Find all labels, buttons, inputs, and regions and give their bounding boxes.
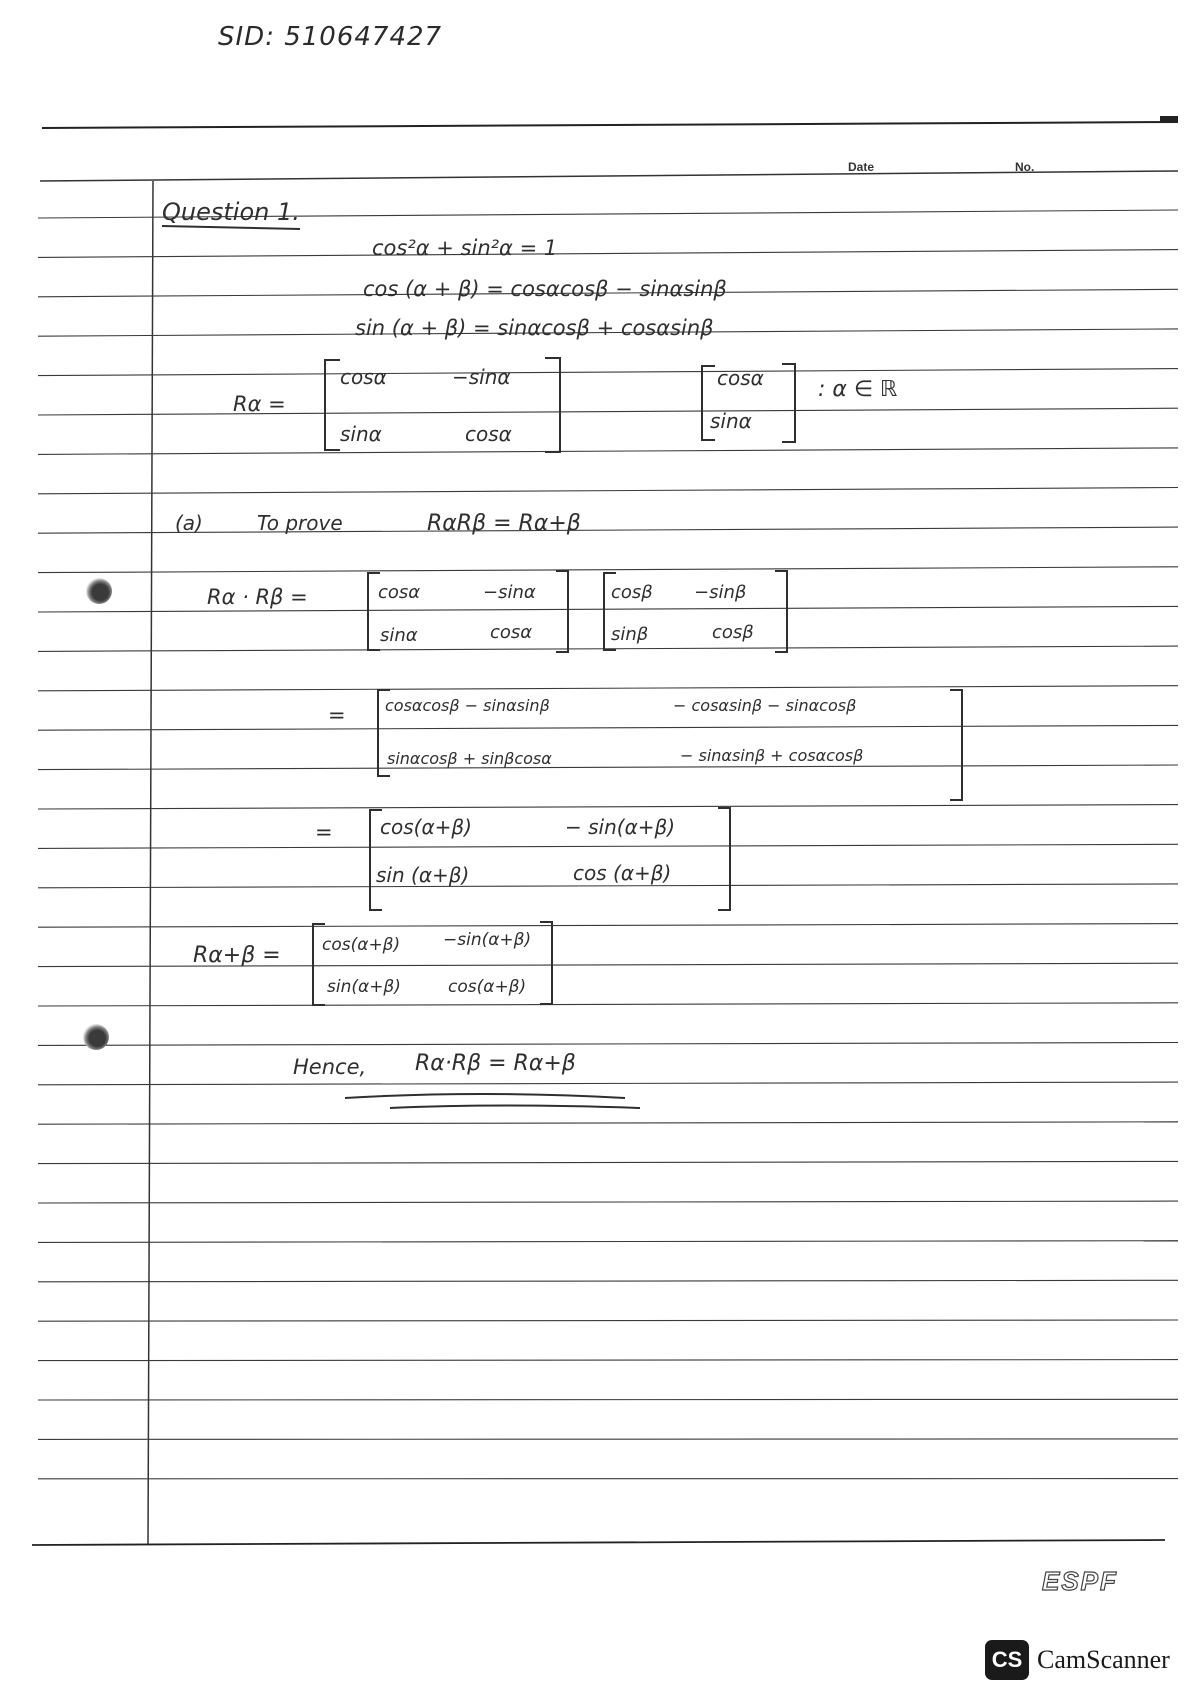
vector-bottom: sinα bbox=[710, 409, 752, 433]
a11: cosα bbox=[378, 582, 421, 603]
e21: sinαcosβ + sinβcosα bbox=[387, 749, 552, 768]
s12: − sin(α+β) bbox=[565, 815, 676, 839]
a22: cosα bbox=[490, 622, 533, 643]
underline-1 bbox=[345, 1094, 625, 1098]
underline-2 bbox=[390, 1106, 640, 1109]
camscanner-watermark bbox=[985, 1640, 1170, 1680]
vector-top: cosα bbox=[717, 366, 764, 390]
product-lhs: Rα · Rβ = bbox=[207, 585, 308, 609]
a21: sinα bbox=[380, 625, 418, 646]
student-id: SID: 510647427 bbox=[218, 22, 443, 52]
a12: −sinα bbox=[483, 582, 536, 603]
rotation-lhs: Rα = bbox=[233, 392, 286, 416]
b22: cosβ bbox=[712, 622, 754, 643]
s22: cos (α+β) bbox=[573, 861, 672, 885]
e11: cosαcosβ − sinαsinβ bbox=[385, 696, 550, 715]
prove-statement: RαRβ = Rα+β bbox=[427, 511, 581, 536]
e12: − cosαsinβ − sinαcosβ bbox=[673, 696, 857, 715]
r11: cos(α+β) bbox=[322, 935, 401, 955]
e22: − sinαsinβ + cosαcosβ bbox=[680, 746, 864, 765]
s11: cos(α+β) bbox=[380, 815, 472, 839]
date-label: Date bbox=[848, 160, 875, 174]
identity-pythagorean: cos²α + sin²α = 1 bbox=[372, 236, 558, 260]
prove-text: To prove bbox=[257, 511, 343, 535]
no-label: No. bbox=[1015, 160, 1035, 174]
rsum-lhs: Rα+β = bbox=[193, 943, 281, 968]
paper-brand-logo: ESPF bbox=[1042, 1566, 1118, 1596]
conclusion-result: Rα·Rβ = Rα+β bbox=[415, 1051, 576, 1076]
domain-note: : α ∈ ℝ bbox=[818, 377, 898, 402]
b21: sinβ bbox=[611, 624, 649, 645]
simplified-equals: = bbox=[315, 820, 333, 844]
hence-text: Hence, bbox=[293, 1055, 367, 1079]
s21: sin (α+β) bbox=[376, 863, 470, 887]
rotation-m22: cosα bbox=[465, 422, 512, 446]
camscanner-name: CamScanner bbox=[1037, 1645, 1170, 1674]
rotation-m21: sinα bbox=[340, 422, 382, 446]
part-a-label: (a) bbox=[175, 511, 203, 535]
identity-cos-sum: cos (α + β) = cosαcosβ − sinαsinβ bbox=[363, 277, 727, 301]
camscanner-icon: CS bbox=[985, 1640, 1029, 1680]
b12: −sinβ bbox=[694, 582, 747, 603]
b11: cosβ bbox=[611, 582, 653, 603]
rotation-m11: cosα bbox=[340, 365, 387, 389]
r12: −sin(α+β) bbox=[443, 930, 532, 950]
identity-sin-sum: sin (α + β) = sinαcosβ + cosαsinβ bbox=[355, 316, 714, 340]
r22: cos(α+β) bbox=[448, 977, 527, 997]
question-title: Question 1. bbox=[162, 198, 300, 226]
rotation-m12: −sinα bbox=[452, 365, 511, 389]
r21: sin(α+β) bbox=[327, 977, 401, 997]
expanded-equals: = bbox=[328, 703, 346, 727]
